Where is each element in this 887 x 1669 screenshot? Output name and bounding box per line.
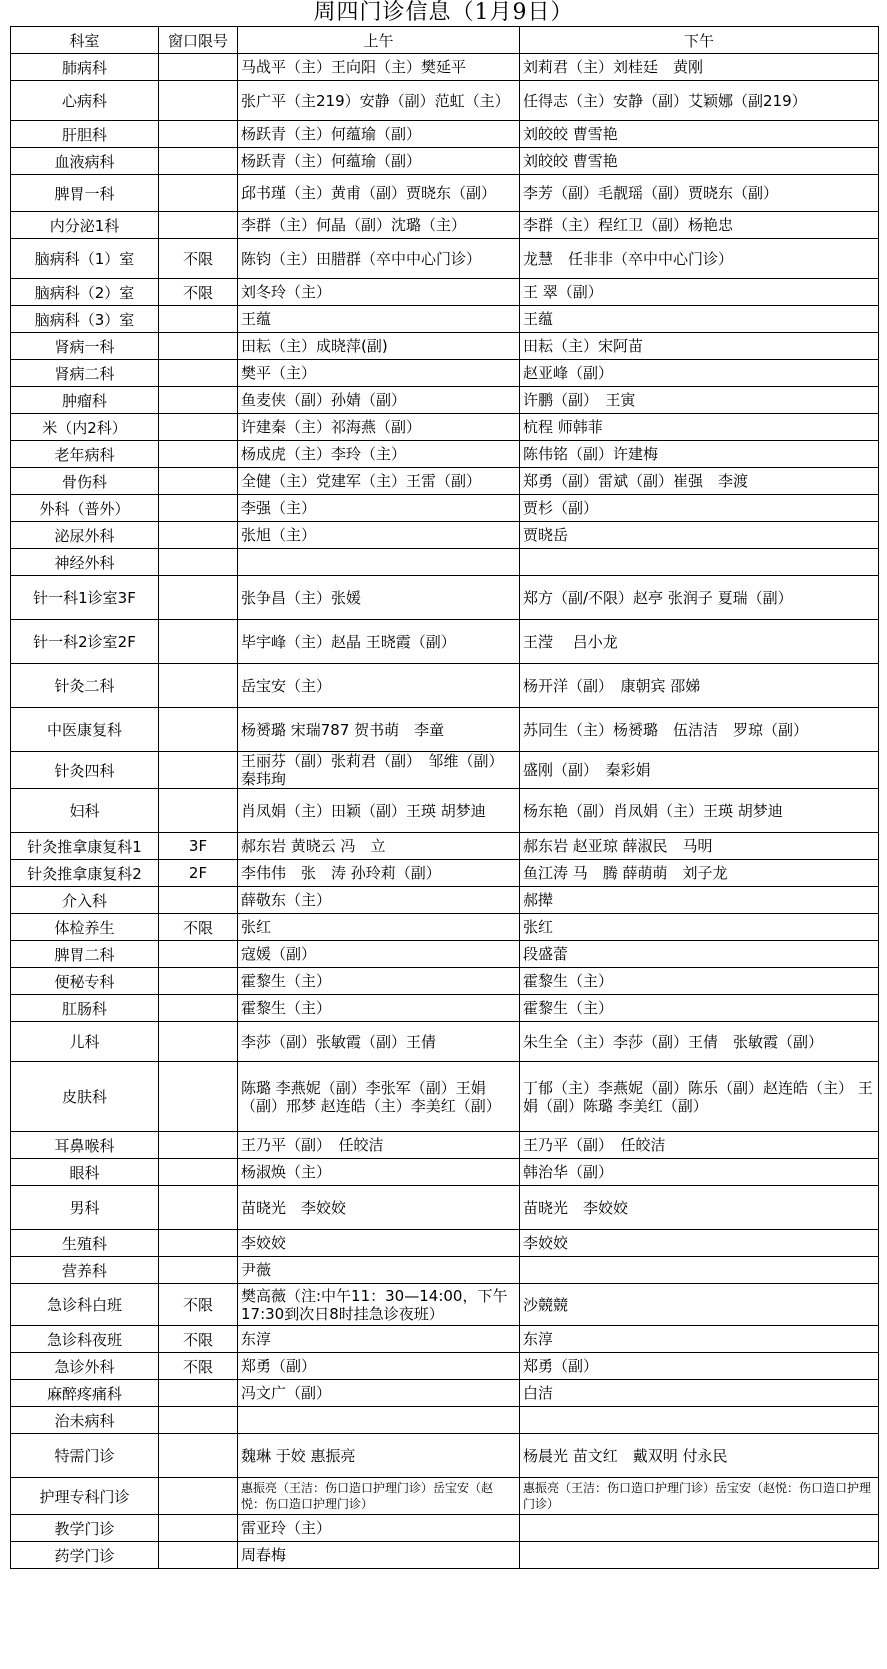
department-cell: 护理专科门诊: [11, 1478, 159, 1515]
department-cell: 治未病科: [11, 1407, 159, 1434]
window-limit-cell: [159, 148, 238, 175]
table-row: [11, 306, 879, 333]
department-cell: 针灸四科: [11, 752, 159, 789]
afternoon-cell: 王乃平（副） 任皎洁: [520, 1132, 879, 1159]
morning-cell: [238, 1407, 520, 1434]
department-cell: 外科（普外）: [11, 495, 159, 522]
afternoon-cell: 鱼江涛 马 腾 薛萌萌 刘子龙: [520, 860, 879, 887]
morning-cell: 毕宇峰（主）赵晶 王晓霞（副）: [238, 620, 520, 664]
window-limit-cell: [159, 387, 238, 414]
morning-cell: 李莎（副）张敏霞（副）王倩: [238, 1022, 520, 1062]
afternoon-cell: [520, 1257, 879, 1284]
afternoon-cell: 郑方（副/不限）赵亭 张润子 夏瑞（副）: [520, 576, 879, 620]
window-limit-cell: [159, 1159, 238, 1186]
afternoon-cell: 任得志（主）安静（副）艾颖娜（副219）: [520, 81, 879, 121]
afternoon-cell: 沙競競: [520, 1284, 879, 1326]
morning-cell: 李伟伟 张 涛 孙玲莉（副）: [238, 860, 520, 887]
table-row: [11, 468, 879, 495]
morning-cell: 王丽芬（副）张莉君（副） 邹维（副）秦玮珣: [238, 752, 520, 789]
department-cell: 药学门诊: [11, 1542, 159, 1569]
window-limit-cell: [159, 1478, 238, 1515]
window-limit-cell: 不限: [159, 1353, 238, 1380]
table-row: [11, 833, 879, 860]
table-row: [11, 148, 879, 175]
morning-cell: 杨跃青（主）何蕴瑜（副）: [238, 148, 520, 175]
table-row: [11, 860, 879, 887]
table-row: [11, 495, 879, 522]
afternoon-cell: 贾晓岳: [520, 522, 879, 549]
afternoon-cell: 田耘（主）宋阿苗: [520, 333, 879, 360]
afternoon-cell: 郝撵: [520, 887, 879, 914]
morning-cell: 邱书瑾（主）黄甫（副）贾晓东（副）: [238, 175, 520, 212]
header-afternoon: 下午: [520, 27, 879, 54]
department-cell: 麻醉疼痛科: [11, 1380, 159, 1407]
table-row: [11, 708, 879, 752]
table-row: [11, 664, 879, 708]
window-limit-cell: [159, 468, 238, 495]
morning-cell: 李姣姣: [238, 1230, 520, 1257]
window-limit-cell: 不限: [159, 914, 238, 941]
afternoon-cell: 郑勇（副）: [520, 1353, 879, 1380]
afternoon-cell: [520, 1407, 879, 1434]
department-cell: 肾病二科: [11, 360, 159, 387]
morning-cell: 郑勇（副）: [238, 1353, 520, 1380]
window-limit-cell: [159, 664, 238, 708]
morning-cell: 杨跃青（主）何蕴瑜（副）: [238, 121, 520, 148]
department-cell: 脾胃二科: [11, 941, 159, 968]
morning-cell: 鱼麦侠（副）孙婧（副）: [238, 387, 520, 414]
morning-cell: 惠振亮（王洁：伤口造口护理门诊）岳宝安（赵悦：伤口造口护理门诊）: [238, 1478, 520, 1515]
morning-cell: 李群（主）何晶（副）沈璐（主）: [238, 212, 520, 239]
afternoon-cell: 刘莉君（主）刘桂廷 黄刚: [520, 54, 879, 81]
morning-cell: 田耘（主）成晓萍(副): [238, 333, 520, 360]
window-limit-cell: [159, 576, 238, 620]
window-limit-cell: [159, 306, 238, 333]
afternoon-cell: 李芳（副）毛靓瑶（副）贾晓东（副）: [520, 175, 879, 212]
morning-cell: 肖凤娟（主）田颖（副）王瑛 胡梦迪: [238, 789, 520, 833]
morning-cell: 李强（主）: [238, 495, 520, 522]
morning-cell: 马战平（主）王向阳（主）樊延平: [238, 54, 520, 81]
window-limit-cell: [159, 1407, 238, 1434]
morning-cell: 雷亚玲（主）: [238, 1515, 520, 1542]
afternoon-cell: 李姣姣: [520, 1230, 879, 1257]
morning-cell: 魏琳 于姣 惠振亮: [238, 1434, 520, 1478]
table-row: [11, 1132, 879, 1159]
department-cell: 肛肠科: [11, 995, 159, 1022]
morning-cell: 樊平（主）: [238, 360, 520, 387]
table-row: [11, 54, 879, 81]
window-limit-cell: [159, 1434, 238, 1478]
window-limit-cell: 不限: [159, 239, 238, 279]
afternoon-cell: 霍黎生（主）: [520, 968, 879, 995]
window-limit-cell: [159, 121, 238, 148]
department-cell: 男科: [11, 1186, 159, 1230]
morning-cell: 陈璐 李燕妮（副）李张军（副）王娟（副）邢梦 赵连皓（主）李美红（副）: [238, 1062, 520, 1132]
afternoon-cell: 赵亚峰（副）: [520, 360, 879, 387]
window-limit-cell: 3F: [159, 833, 238, 860]
table-row: [11, 1257, 879, 1284]
department-cell: 特需门诊: [11, 1434, 159, 1478]
header-morning: 上午: [238, 27, 520, 54]
header-row: [11, 27, 879, 54]
afternoon-cell: 王滢 吕小龙: [520, 620, 879, 664]
window-limit-cell: [159, 175, 238, 212]
afternoon-cell: 刘皎皎 曹雪艳: [520, 121, 879, 148]
table-row: [11, 752, 879, 789]
afternoon-cell: 贾杉（副）: [520, 495, 879, 522]
table-row: [11, 333, 879, 360]
department-cell: 神经外科: [11, 549, 159, 576]
table-row: [11, 549, 879, 576]
table-row: [11, 1515, 879, 1542]
department-cell: 儿科: [11, 1022, 159, 1062]
morning-cell: 郝东岩 黄晓云 冯 立: [238, 833, 520, 860]
department-cell: 针灸二科: [11, 664, 159, 708]
window-limit-cell: [159, 1542, 238, 1569]
schedule-table: [10, 26, 879, 1569]
morning-cell: 尹薇: [238, 1257, 520, 1284]
window-limit-cell: 2F: [159, 860, 238, 887]
window-limit-cell: [159, 81, 238, 121]
morning-cell: 周春梅: [238, 1542, 520, 1569]
morning-cell: 许建秦（主）祁海燕（副）: [238, 414, 520, 441]
afternoon-cell: 郑勇（副）雷斌（副）崔强 李渡: [520, 468, 879, 495]
morning-cell: 张争昌（主）张媛: [238, 576, 520, 620]
department-cell: 急诊外科: [11, 1353, 159, 1380]
morning-cell: 杨淑焕（主）: [238, 1159, 520, 1186]
window-limit-cell: [159, 1132, 238, 1159]
afternoon-cell: 郝东岩 赵亚琼 薛淑民 马明: [520, 833, 879, 860]
morning-cell: 王乃平（副） 任皎洁: [238, 1132, 520, 1159]
table-row: [11, 175, 879, 212]
afternoon-cell: 刘皎皎 曹雪艳: [520, 148, 879, 175]
department-cell: 妇科: [11, 789, 159, 833]
window-limit-cell: [159, 1515, 238, 1542]
department-cell: 脾胃一科: [11, 175, 159, 212]
table-row: [11, 1542, 879, 1569]
department-cell: 皮肤科: [11, 1062, 159, 1132]
window-limit-cell: [159, 414, 238, 441]
department-cell: 便秘专科: [11, 968, 159, 995]
morning-cell: 霍黎生（主）: [238, 968, 520, 995]
afternoon-cell: 丁郁（主）李燕妮（副）陈乐（副）赵连皓（主） 王娟（副）陈璐 李美红（副）: [520, 1062, 879, 1132]
table-row: [11, 1284, 879, 1326]
department-cell: 生殖科: [11, 1230, 159, 1257]
window-limit-cell: [159, 441, 238, 468]
department-cell: 泌尿外科: [11, 522, 159, 549]
table-row: [11, 1159, 879, 1186]
department-cell: 教学门诊: [11, 1515, 159, 1542]
table-row: [11, 1478, 879, 1515]
afternoon-cell: 王 翠（副）: [520, 279, 879, 306]
morning-cell: 杨赟璐 宋瑞787 贺书萌 李童: [238, 708, 520, 752]
afternoon-cell: 陈伟铭（副）许建梅: [520, 441, 879, 468]
window-limit-cell: [159, 941, 238, 968]
table-row: [11, 941, 879, 968]
morning-cell: 刘冬玲（主）: [238, 279, 520, 306]
afternoon-cell: 许鹏（副） 王寅: [520, 387, 879, 414]
department-cell: 介入科: [11, 887, 159, 914]
department-cell: 营养科: [11, 1257, 159, 1284]
table-row: [11, 887, 879, 914]
window-limit-cell: 不限: [159, 1326, 238, 1353]
afternoon-cell: 惠振亮（王洁：伤口造口护理门诊）岳宝安（赵悦：伤口造口护理门诊）: [520, 1478, 879, 1515]
table-row: [11, 279, 879, 306]
table-row: [11, 968, 879, 995]
morning-cell: 寇媛（副）: [238, 941, 520, 968]
window-limit-cell: [159, 522, 238, 549]
department-cell: 心病科: [11, 81, 159, 121]
morning-cell: 岳宝安（主）: [238, 664, 520, 708]
afternoon-cell: 韩治华（副）: [520, 1159, 879, 1186]
table-row: [11, 1434, 879, 1478]
table-row: [11, 789, 879, 833]
morning-cell: 陈钧（主）田腊群（卒中中心门诊）: [238, 239, 520, 279]
window-limit-cell: [159, 887, 238, 914]
department-cell: 急诊科夜班: [11, 1326, 159, 1353]
department-cell: 骨伤科: [11, 468, 159, 495]
table-row: [11, 387, 879, 414]
window-limit-cell: [159, 212, 238, 239]
afternoon-cell: 杨开洋（副） 康朝宾 邵娣: [520, 664, 879, 708]
window-limit-cell: [159, 1257, 238, 1284]
table-row: [11, 1353, 879, 1380]
table-row: [11, 1230, 879, 1257]
window-limit-cell: [159, 333, 238, 360]
department-cell: 肝胆科: [11, 121, 159, 148]
department-cell: 血液病科: [11, 148, 159, 175]
afternoon-cell: 盛刚（副） 秦彩娟: [520, 752, 879, 789]
morning-cell: 张广平（主219）安静（副）范虹（主）: [238, 81, 520, 121]
window-limit-cell: [159, 495, 238, 522]
department-cell: 脑病科（3）室: [11, 306, 159, 333]
department-cell: 脑病科（1）室: [11, 239, 159, 279]
department-cell: 针灸推拿康复科2: [11, 860, 159, 887]
department-cell: 肾病一科: [11, 333, 159, 360]
morning-cell: 全健（主）党建军（主）王雷（副）: [238, 468, 520, 495]
table-row: [11, 1380, 879, 1407]
table-row: [11, 414, 879, 441]
afternoon-cell: 苏同生（主）杨赟璐 伍洁洁 罗琼（副）: [520, 708, 879, 752]
morning-cell: 樊高薇（注:中午11：30—14:00，下午17:30到次日8时挂急诊夜班）: [238, 1284, 520, 1326]
window-limit-cell: [159, 1062, 238, 1132]
header-department: 科室: [11, 27, 159, 54]
window-limit-cell: 不限: [159, 279, 238, 306]
department-cell: 中医康复科: [11, 708, 159, 752]
table-row: [11, 1186, 879, 1230]
table-row: [11, 1326, 879, 1353]
afternoon-cell: [520, 1542, 879, 1569]
afternoon-cell: 杨东艳（副）肖凤娟（主）王瑛 胡梦迪: [520, 789, 879, 833]
window-limit-cell: [159, 752, 238, 789]
department-cell: 肿瘤科: [11, 387, 159, 414]
department-cell: 耳鼻喉科: [11, 1132, 159, 1159]
afternoon-cell: 朱生全（主）李莎（副）王倩 张敏霞（副）: [520, 1022, 879, 1062]
afternoon-cell: 白洁: [520, 1380, 879, 1407]
window-limit-cell: [159, 1022, 238, 1062]
window-limit-cell: [159, 995, 238, 1022]
afternoon-cell: 霍黎生（主）: [520, 995, 879, 1022]
afternoon-cell: 苗晓光 李姣姣: [520, 1186, 879, 1230]
window-limit-cell: [159, 1230, 238, 1257]
window-limit-cell: [159, 1380, 238, 1407]
department-cell: 眼科: [11, 1159, 159, 1186]
department-cell: 针一科1诊室3F: [11, 576, 159, 620]
window-limit-cell: [159, 1186, 238, 1230]
afternoon-cell: 李群（主）程红卫（副）杨艳忠: [520, 212, 879, 239]
department-cell: 体检养生: [11, 914, 159, 941]
afternoon-cell: 段盛蕾: [520, 941, 879, 968]
department-cell: 针灸推拿康复科1: [11, 833, 159, 860]
department-cell: 米（内2科）: [11, 414, 159, 441]
morning-cell: 杨成虎（主）李玲（主）: [238, 441, 520, 468]
window-limit-cell: 不限: [159, 1284, 238, 1326]
department-cell: 针一科2诊室2F: [11, 620, 159, 664]
afternoon-cell: 龙慧 任非非（卒中中心门诊）: [520, 239, 879, 279]
afternoon-cell: 杨晨光 苗文红 戴双明 付永民: [520, 1434, 879, 1478]
table-row: [11, 360, 879, 387]
table-row: [11, 1062, 879, 1132]
window-limit-cell: [159, 620, 238, 664]
window-limit-cell: [159, 968, 238, 995]
morning-cell: 薛敬东（主）: [238, 887, 520, 914]
table-row: [11, 995, 879, 1022]
table-row: [11, 620, 879, 664]
table-row: [11, 914, 879, 941]
afternoon-cell: [520, 1515, 879, 1542]
window-limit-cell: [159, 708, 238, 752]
window-limit-cell: [159, 54, 238, 81]
morning-cell: [238, 549, 520, 576]
header-window-limit: 窗口限号: [159, 27, 238, 54]
table-row: [11, 121, 879, 148]
morning-cell: 霍黎生（主）: [238, 995, 520, 1022]
afternoon-cell: [520, 549, 879, 576]
page-title: 周四门诊信息（1月9日）: [313, 0, 574, 25]
department-cell: 肺病科: [11, 54, 159, 81]
afternoon-cell: 王蕴: [520, 306, 879, 333]
table-row: [11, 522, 879, 549]
table-row: [11, 212, 879, 239]
department-cell: 急诊科白班: [11, 1284, 159, 1326]
department-cell: 内分泌1科: [11, 212, 159, 239]
afternoon-cell: 张红: [520, 914, 879, 941]
table-row: [11, 81, 879, 121]
morning-cell: 苗晓光 李姣姣: [238, 1186, 520, 1230]
afternoon-cell: 东淳: [520, 1326, 879, 1353]
afternoon-cell: 杭程 师韩菲: [520, 414, 879, 441]
window-limit-cell: [159, 549, 238, 576]
table-row: [11, 239, 879, 279]
table-row: [11, 1022, 879, 1062]
window-limit-cell: [159, 360, 238, 387]
window-limit-cell: [159, 789, 238, 833]
morning-cell: 东淳: [238, 1326, 520, 1353]
morning-cell: 王蕴: [238, 306, 520, 333]
table-row: [11, 441, 879, 468]
department-cell: 老年病科: [11, 441, 159, 468]
morning-cell: 张红: [238, 914, 520, 941]
table-row: [11, 1407, 879, 1434]
morning-cell: 冯文广（副）: [238, 1380, 520, 1407]
morning-cell: 张旭（主）: [238, 522, 520, 549]
table-row: [11, 576, 879, 620]
department-cell: 脑病科（2）室: [11, 279, 159, 306]
